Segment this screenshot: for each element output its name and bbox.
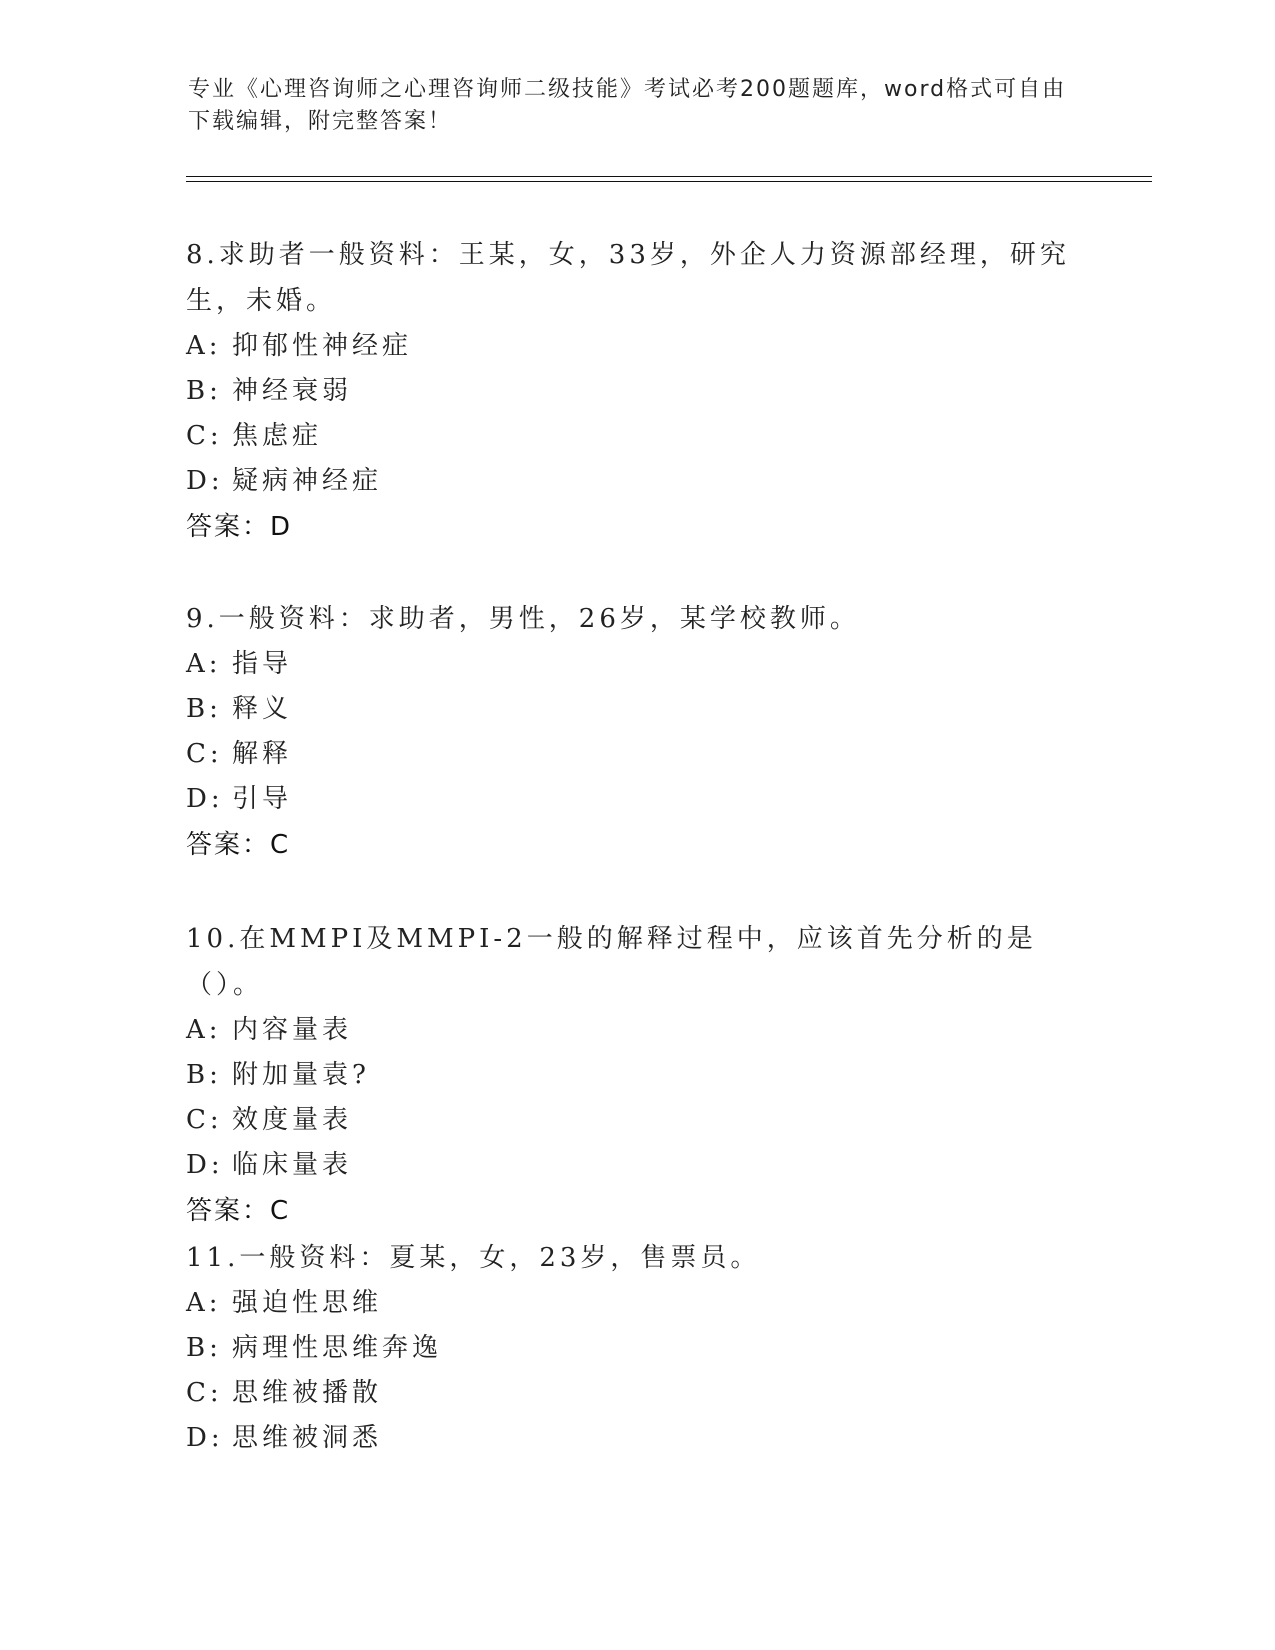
option-text: 思维被洞悉 bbox=[232, 1423, 383, 1453]
option-key: A: bbox=[186, 1288, 222, 1318]
option-key: D: bbox=[186, 466, 224, 496]
header-divider-top bbox=[186, 176, 1152, 177]
option-text: 释义 bbox=[232, 694, 293, 724]
option-key: D: bbox=[186, 1423, 224, 1453]
option-c bbox=[186, 1371, 1086, 1416]
option-b bbox=[186, 1053, 1086, 1098]
option-key: C: bbox=[186, 739, 223, 769]
option-text: 神经衰弱 bbox=[232, 376, 353, 406]
option-text: 解释 bbox=[232, 739, 293, 769]
option-d bbox=[186, 1416, 1086, 1461]
option-text: 内容量表 bbox=[232, 1015, 353, 1045]
option-key: A: bbox=[186, 331, 222, 361]
question-10 bbox=[186, 916, 1086, 1234]
option-c bbox=[186, 414, 1086, 459]
option-d bbox=[186, 777, 1086, 822]
option-key: B: bbox=[186, 1060, 222, 1090]
header-divider-bottom bbox=[186, 181, 1152, 182]
option-key: C: bbox=[186, 1105, 223, 1135]
question-9 bbox=[186, 596, 1086, 868]
option-a bbox=[186, 1008, 1086, 1053]
option-key: C: bbox=[186, 1378, 223, 1408]
option-text: 临床量表 bbox=[232, 1150, 353, 1180]
option-c bbox=[186, 1098, 1086, 1143]
option-text: 抑郁性神经症 bbox=[232, 331, 413, 361]
document-header: 专业《心理咨询师之心理咨询师二级技能》考试必考200题题库，word格式可自由下载编辑，附完整答案！ bbox=[188, 77, 1067, 134]
option-key: B: bbox=[186, 1333, 222, 1363]
option-text: 强迫性思维 bbox=[232, 1288, 383, 1318]
option-key: C: bbox=[186, 421, 223, 451]
option-b bbox=[186, 369, 1086, 414]
answer-line: 答案：C bbox=[186, 1196, 291, 1226]
option-b bbox=[186, 1326, 1086, 1371]
question-11 bbox=[186, 1235, 1086, 1461]
answer-line: 答案：D bbox=[186, 512, 293, 542]
option-text: 病理性思维奔逸 bbox=[232, 1333, 443, 1363]
option-key: A: bbox=[186, 649, 222, 679]
option-key: B: bbox=[186, 694, 222, 724]
question-8 bbox=[186, 232, 1086, 550]
option-key: B: bbox=[186, 376, 222, 406]
option-a bbox=[186, 642, 1086, 687]
option-text: 效度量表 bbox=[232, 1105, 353, 1135]
option-d bbox=[186, 1143, 1086, 1188]
option-text: 思维被播散 bbox=[232, 1378, 383, 1408]
question-stem: 10.在MMPI及MMPI-2一般的解释过程中，应该首先分析的是（）。 bbox=[186, 924, 1037, 1000]
option-text: 附加量袁? bbox=[232, 1060, 370, 1090]
question-stem: 11.一般资料：夏某，女，23岁，售票员。 bbox=[186, 1243, 761, 1273]
option-key: A: bbox=[186, 1015, 222, 1045]
option-text: 引导 bbox=[232, 784, 293, 814]
option-a bbox=[186, 324, 1086, 369]
option-key: D: bbox=[186, 784, 224, 814]
option-a bbox=[186, 1281, 1086, 1326]
answer-line: 答案：C bbox=[186, 830, 291, 860]
option-c bbox=[186, 732, 1086, 777]
question-stem: 8.求助者一般资料：王某，女，33岁，外企人力资源部经理，研究生，未婚。 bbox=[186, 240, 1070, 316]
option-key: D: bbox=[186, 1150, 224, 1180]
option-text: 焦虑症 bbox=[232, 421, 323, 451]
option-text: 指导 bbox=[232, 649, 293, 679]
option-text: 疑病神经症 bbox=[232, 466, 383, 496]
option-d bbox=[186, 459, 1086, 504]
question-stem: 9.一般资料：求助者，男性，26岁，某学校教师。 bbox=[186, 604, 860, 634]
option-b bbox=[186, 687, 1086, 732]
